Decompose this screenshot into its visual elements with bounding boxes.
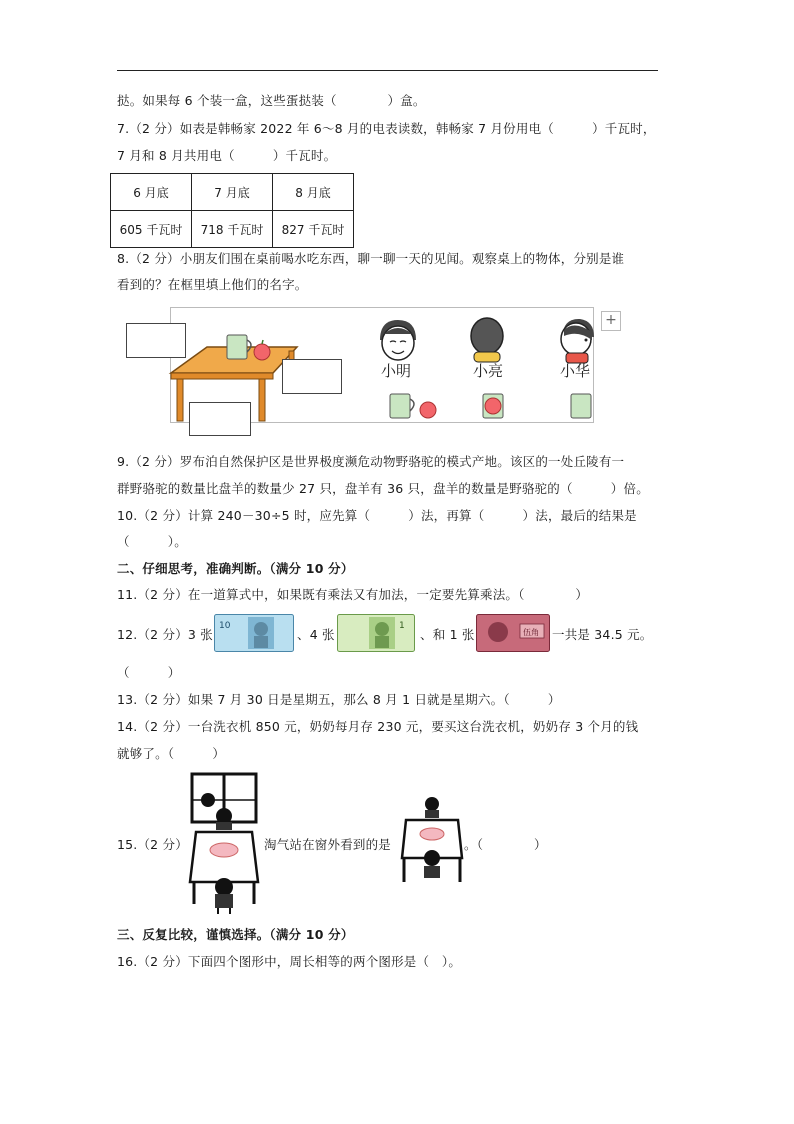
window-scene-illustration (186, 772, 262, 914)
q15-suffix: 。（ ） (464, 837, 547, 852)
view-cup-apple-icon (386, 390, 440, 422)
view-option-illustration (400, 796, 464, 888)
q12-mid1: 、4 张 (297, 627, 335, 642)
five-jiao-denomination: 伍角 (523, 628, 539, 637)
view-apple-cup-icon (478, 390, 508, 422)
one-yuan-note-icon (337, 614, 415, 652)
q9-line2: 群野骆驼的数量比盘羊的数量少 27 只，盘羊有 36 只，盘羊的数量是野骆驼的（ ）倍。 (117, 481, 649, 496)
table-header: 7 月底 (192, 174, 273, 211)
q10-line1: 10.（2 分）计算 240－30÷5 时，应先算（ ）法，再算（ ）法，最后的结果是 (117, 508, 637, 523)
five-jiao-note-icon (476, 614, 550, 652)
q12-prefix: 12.（2 分）3 张 (117, 627, 213, 642)
q15-mid: 淘气站在窗外看到的是 (264, 837, 392, 852)
q12-suffix: 一共是 34.5 元。 (552, 627, 653, 642)
xiaoming-face-icon (376, 318, 420, 364)
xiaoliang-back-icon (468, 316, 506, 364)
answer-box-right[interactable] (282, 359, 342, 394)
kid-name-xiaohua: 小华 (560, 362, 591, 380)
ten-yuan-note-icon (214, 614, 294, 652)
section-2-heading: 二、仔细思考，准确判断。（满分 10 分） (117, 561, 354, 576)
q7-line2: 7 月和 8 月共用电（ ）千瓦时。 (117, 148, 337, 163)
q14-line2: 就够了。（ ） (117, 746, 226, 761)
table-cell: 605 千瓦时 (111, 211, 192, 248)
kid-name-xiaoliang: 小亮 (473, 362, 504, 380)
q10-line2: （ ）。 (117, 534, 187, 549)
q6-tail: 挞。如果每 6 个装一盒，这些蛋挞装（ ）盒。 (117, 93, 426, 108)
q7-line1: 7.（2 分）如表是韩畅家 2022 年 6～8 月的电表读数，韩畅家 7 月份用电（ ）千瓦时， (117, 121, 656, 136)
q11: 11.（2 分）在一道算式中，如果既有乘法又有加法，一定要先算乘法。（ ） (117, 587, 589, 602)
q12-mid2: 、和 1 张 (420, 627, 475, 642)
q8-line2: 看到的？在框里填上他们的名字。 (117, 277, 308, 292)
table-header: 6 月底 (111, 174, 192, 211)
q12-paren: （ ） (117, 665, 181, 680)
add-icon[interactable]: + (601, 311, 621, 331)
q14-line1: 14.（2 分）一台洗衣机 850 元，奶奶每月存 230 元，要买这台洗衣机，奶奶存 3 个月的钱 (117, 719, 639, 734)
table-header: 8 月底 (273, 174, 354, 211)
table-cell: 718 千瓦时 (192, 211, 273, 248)
view-cup-only-icon (566, 390, 596, 422)
ten-yuan-denomination: 10 (219, 621, 231, 631)
answer-box-left[interactable] (126, 323, 186, 358)
table-cell: 827 千瓦时 (273, 211, 354, 248)
q9-line1: 9.（2 分）罗布泊自然保护区是世界极度濒危动物野骆驼的模式产地。该区的一处丘陵有一 (117, 454, 625, 469)
one-yuan-denomination: 1 (399, 621, 405, 631)
q15-prefix: 15.（2 分） (117, 837, 188, 852)
answer-box-front[interactable] (189, 402, 251, 436)
kid-name-xiaoming: 小明 (381, 362, 412, 380)
q13: 13.（2 分）如果 7 月 30 日是星期五，那么 8 月 1 日就是星期六。（ ） (117, 692, 561, 707)
meter-table (110, 173, 354, 248)
q8-line1: 8.（2 分）小朋友们围在桌前喝水吃东西，聊一聊一天的见闻。观察桌上的物体，分别是谁 (117, 251, 625, 266)
xiaohua-side-icon (556, 316, 596, 364)
section-3-heading: 三、反复比较，谨慎选择。（满分 10 分） (117, 927, 354, 942)
header-rule (117, 70, 658, 71)
q16: 16.（2 分）下面四个图形中，周长相等的两个图形是（ ）。 (117, 954, 462, 969)
